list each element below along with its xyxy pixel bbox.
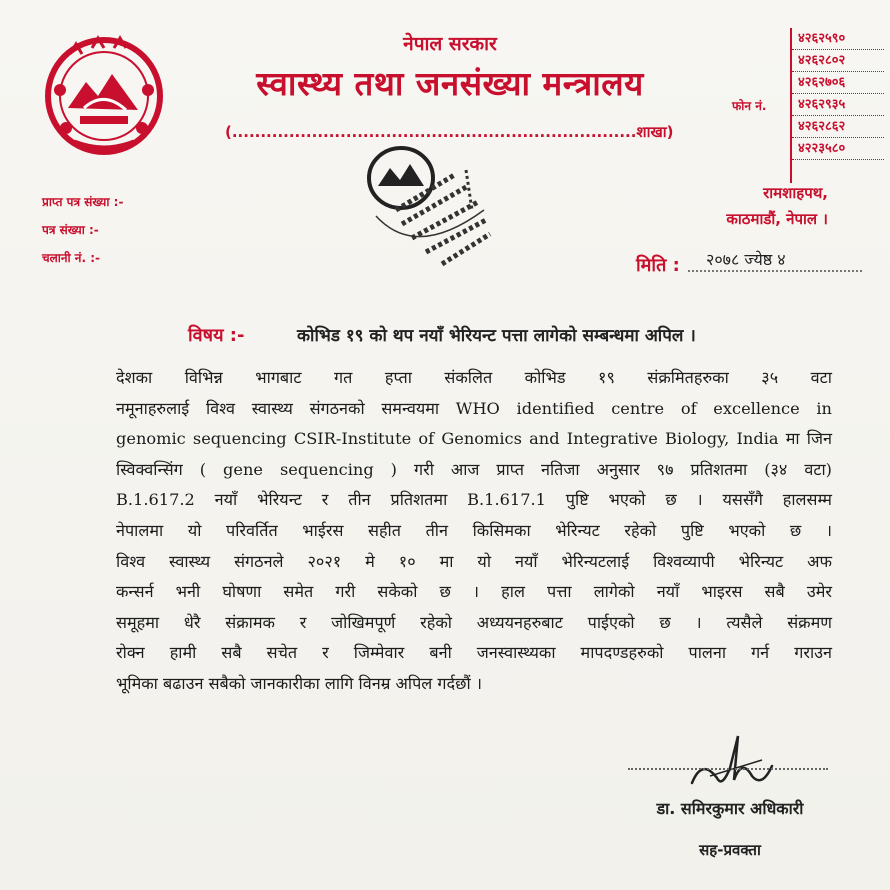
date-label: मिति : xyxy=(636,255,680,276)
letter-number: पत्र संख्या :- xyxy=(42,223,99,237)
dispatch-number: चलानी नं. :- xyxy=(42,251,100,265)
phone-label: फोन नं. xyxy=(732,99,767,113)
phone-number: ४२६२७०६ xyxy=(792,72,884,94)
body-line: नेपालमा यो परिवर्तित भाईरस सहीत तीन किसिमका भेरिन्यट रहेको पुष्टि भएको छ । xyxy=(116,520,832,540)
body-line: समूहमा धेरै संक्रामक र जोखिमपूर्ण रहेको अध्ययनहरुबाट पाईएको छ । त्यसैले संक्रमण xyxy=(116,612,832,632)
date-value: २०७८ ज्येष्ठ ४ xyxy=(688,248,862,272)
body-line: कन्सर्न भनी घोषणा समेत गरी सकेको छ । हाल पत्ता लागेको नयाँ भाइरस सबै उमेर xyxy=(116,582,832,602)
address-line-1: रामशाहपथ, xyxy=(763,184,828,202)
body-line: रोक्न हामी सबै सचेत र जिम्मेवार बनी जनस्वास्थ्यका मापदण्डहरुको पालना गर्न गराउन xyxy=(116,643,832,663)
body-line: स्विक्वन्सिंग ( gene sequencing ) गरी आज प्राप्त नतिजा अनुसार ९७ प्रतिशतमा (३४ वटा) xyxy=(116,459,832,479)
phone-number: ४२२३५८० xyxy=(792,138,884,160)
phone-number: ४२६२९३५ xyxy=(792,94,884,116)
signer-name: डा. समिरकुमार अधिकारी xyxy=(656,799,804,818)
government-title: नेपाल सरकार xyxy=(403,33,497,55)
branch-line: (.......................................................................शाखा) xyxy=(225,123,674,141)
body-line: genomic sequencing CSIR-Institute of Genomics and Integrative Biology, India मा जिन xyxy=(116,429,832,449)
signature-line xyxy=(628,768,828,770)
received-letter-number: प्राप्त पत्र संख्या :- xyxy=(42,195,124,209)
signer-designation: सह-प्रवक्ता xyxy=(699,841,761,859)
body-line: देशका विभिन्न भागबाट गत हप्ता संकलित कोभिड १९ संक्रमितहरुका ३५ वटा xyxy=(116,368,832,387)
reference-fields xyxy=(42,188,123,272)
body-line: B.1.617.2 नयाँ भेरियन्ट र तीन प्रतिशतमा B.1.617.1 पुष्टि भएको छ । यससँगै हालसम्म xyxy=(116,490,832,510)
subject-text: कोभिड १९ को थप नयाँ भेरियन्ट पत्ता लागेको सम्बन्धमा अपिल । xyxy=(297,326,696,346)
office-address xyxy=(726,180,828,232)
body-line: नमूनाहरुलाई विश्व स्वास्थ्य संगठनको समन्वयमा WHO identified centre of excellence in xyxy=(116,398,832,418)
handwritten-signature-icon xyxy=(622,728,832,798)
body-line: भूमिका बढाउन सबैको जानकारीका लागि विनम्र अपिल गर्दछौं । xyxy=(116,673,482,693)
body-line: विश्व स्वास्थ्य संगठनले २०२१ मे १० मा यो नयाँ भेरिन्यटलाई विश्वव्यापी भेरिन्यट अफ xyxy=(116,551,832,571)
phone-list xyxy=(790,28,884,183)
phone-number: ४२६२५९० xyxy=(792,28,884,50)
letter-body xyxy=(116,363,832,700)
phone-number: ४२६२८६२ xyxy=(792,116,884,138)
nepal-emblem-icon xyxy=(40,30,168,158)
phone-number: ४२६२८०२ xyxy=(792,50,884,72)
subject-label: विषय :- xyxy=(188,325,245,346)
office-stamp-icon xyxy=(356,140,506,285)
ministry-title: स्वास्थ्य तथा जनसंख्या मन्त्रालय xyxy=(256,64,644,103)
address-line-2: काठमाडौं, नेपाल । xyxy=(726,210,828,228)
